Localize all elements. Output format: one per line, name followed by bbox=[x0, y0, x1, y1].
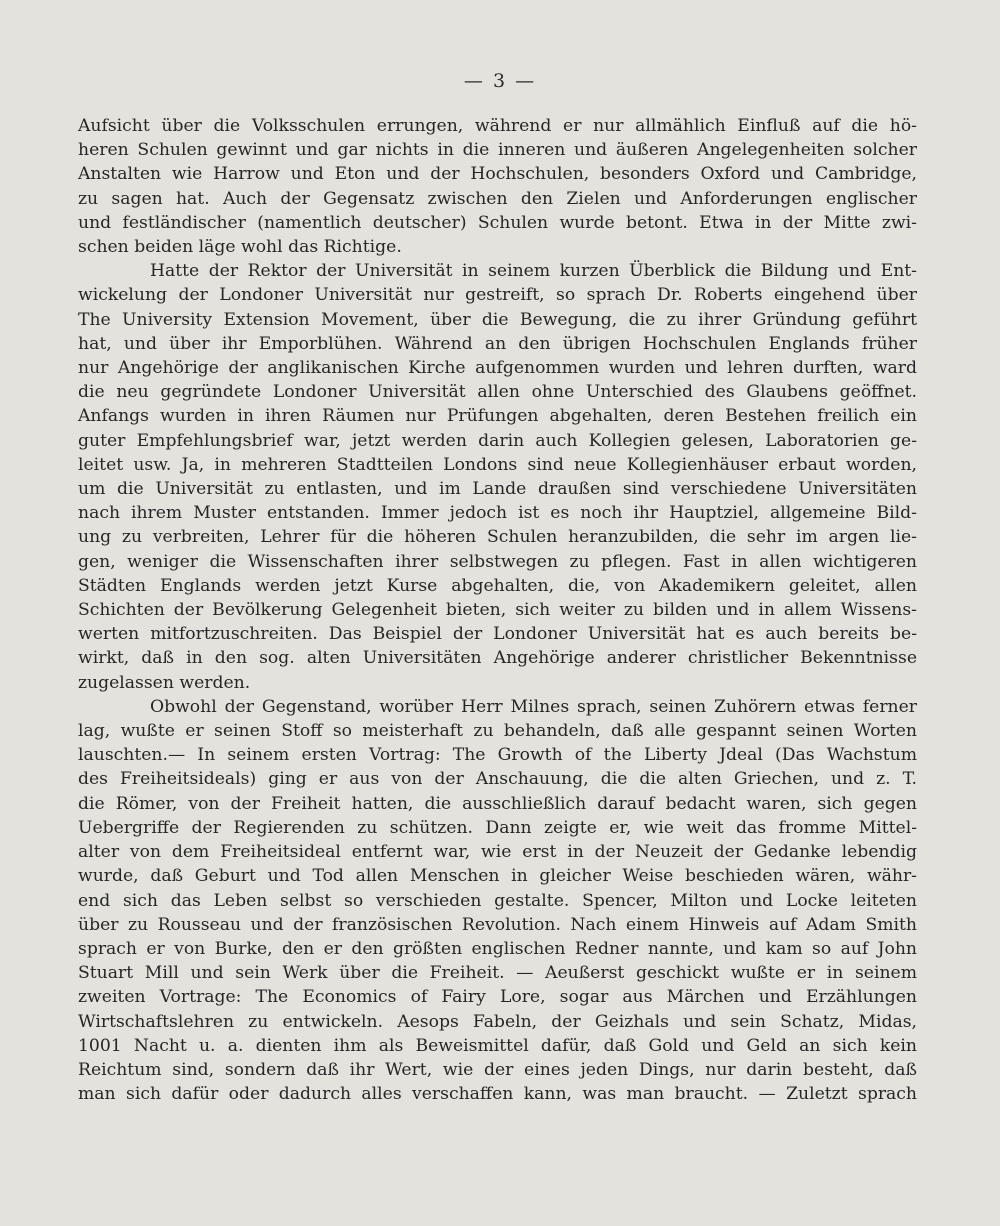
text-line: zweiten Vortrage: The Economics of Fairy Lore, sogar aus Märchen und Erzählungen bbox=[78, 987, 917, 1008]
text-line: Stuart Mill und sein Werk über die Freiheit. — Aeußerst geschickt wußte er in seinem bbox=[78, 963, 917, 984]
paragraph-2 bbox=[78, 259, 917, 695]
text-line: leitet usw. Ja, in mehreren Stadtteilen Londons sind neue Kollegienhäuser erbaut worden, bbox=[78, 454, 917, 475]
text-line: alter von dem Freiheitsideal entfernt war, wie erst in der Neuzeit der Gedanke lebendig bbox=[78, 842, 917, 863]
text-line: Anfangs wurden in ihren Räumen nur Prüfungen abgehalten, deren Bestehen freilich ein bbox=[78, 406, 917, 427]
text-line: wirkt, daß in den sog. alten Universitäten Angehörige anderer christlicher Bekenntnisse bbox=[78, 648, 917, 669]
text-line: The University Extension Movement, über die Bewegung, die zu ihrer Gründung geführt bbox=[78, 309, 917, 330]
text-line: guter Empfehlungsbrief war, jetzt werden darin auch Kollegien gelesen, Laboratorien ge- bbox=[78, 430, 917, 451]
text-line: Reichtum sind, sondern daß ihr Wert, wie der eines jeden Dings, nur darin besteht, daß bbox=[78, 1059, 917, 1080]
text-line: lauschten.— In seinem ersten Vortrag: The Growth of the Liberty Jdeal (Das Wachstum bbox=[78, 745, 917, 766]
text-line: Anstalten wie Harrow und Eton und der Hochschulen, besonders Oxford und Cambridge, bbox=[78, 164, 917, 185]
text-line: sprach er von Burke, den er den größten englischen Redner nannte, und kam so auf John bbox=[78, 938, 917, 959]
text-line: und festländischer (namentlich deutscher) Schulen wurde betont. Etwa in der Mitte zwi- bbox=[78, 212, 917, 233]
text-line: zu sagen hat. Auch der Gegensatz zwischen den Zielen und Anforderungen englischer bbox=[78, 188, 917, 209]
text-line: hat, und über ihr Emporblühen. Während an den übrigen Hochschulen Englands früher bbox=[78, 333, 917, 354]
text-line: end sich das Leben selbst so verschieden gestalte. Spencer, Milton und Locke leiteten bbox=[78, 890, 917, 911]
text-line: lag, wußte er seinen Stoff so meisterhaft zu behandeln, daß alle gespannt seinen Worten bbox=[78, 721, 917, 742]
paragraph-3 bbox=[78, 695, 917, 1106]
text-line: Obwohl der Gegenstand, worüber Herr Milnes sprach, seinen Zuhörern etwas ferner bbox=[150, 696, 917, 717]
body-text bbox=[78, 114, 917, 1106]
text-line: gen, weniger die Wissenschaften ihrer selbstwegen zu pflegen. Fast in allen wichtigeren bbox=[78, 551, 917, 572]
text-line: Wirtschaftslehren zu entwickeln. Aesops Fabeln, der Geizhals und sein Schatz, Midas, bbox=[78, 1011, 917, 1032]
text-line: nur Angehörige der anglikanischen Kirche aufgenommen wurden und lehren durften, ward bbox=[78, 358, 917, 379]
text-line: wickelung der Londoner Universität nur gestreift, so sprach Dr. Roberts eingehend über bbox=[78, 285, 917, 306]
text-line: des Freiheitsideals) ging er aus von der Anschauung, die die alten Griechen, und z. T. bbox=[78, 769, 917, 790]
text-line: zugelassen werden. bbox=[78, 672, 251, 693]
text-line: schen beiden läge wohl das Richtige. bbox=[78, 237, 402, 258]
text-line: nach ihrem Muster entstanden. Immer jedoch ist es noch ihr Hauptziel, allgemeine Bild- bbox=[78, 503, 917, 524]
text-line: ung zu verbreiten, Lehrer für die höheren Schulen heranzubilden, die sehr im argen lie- bbox=[78, 527, 917, 548]
text-line: Schichten der Bevölkerung Gelegenheit bieten, sich weiter zu bilden und in allem Wissens- bbox=[78, 600, 917, 621]
text-line: die neu gegründete Londoner Universität allen ohne Unterschied des Glaubens geöffnet. bbox=[78, 382, 917, 403]
text-line: wurde, daß Geburt und Tod allen Menschen in gleicher Weise beschieden wären, währ- bbox=[78, 866, 917, 887]
text-line: über zu Rousseau und der französischen Revolution. Nach einem Hinweis auf Adam Smith bbox=[78, 914, 917, 935]
page-number: — 3 — bbox=[463, 70, 537, 92]
text-line: Uebergriffe der Regierenden zu schützen. Dann zeigte er, wie weit das fromme Mittel- bbox=[78, 817, 917, 838]
text-line: um die Universität zu entlasten, und im Lande draußen sind verschiedene Universitäten bbox=[78, 479, 917, 500]
text-line: man sich dafür oder dadurch alles verschaffen kann, was man braucht. — Zuletzt sprach bbox=[78, 1084, 917, 1105]
text-line: heren Schulen gewinnt und gar nichts in die inneren und äußeren Angelegenheiten solcher bbox=[78, 140, 917, 161]
text-line: Hatte der Rektor der Universität in seinem kurzen Überblick die Bildung und Ent- bbox=[150, 261, 917, 282]
text-line: die Römer, von der Freiheit hatten, die ausschließlich darauf bedacht waren, sich gegen bbox=[78, 793, 917, 814]
paragraph-1 bbox=[78, 114, 917, 259]
text-line: 1001 Nacht u. a. dienten ihm als Beweismittel dafür, daß Gold und Geld an sich kein bbox=[78, 1035, 917, 1056]
text-line: Städten Englands werden jetzt Kurse abgehalten, die, von Akademikern geleitet, allen bbox=[78, 575, 917, 596]
text-line: Aufsicht über die Volksschulen errungen, während er nur allmählich Einfluß auf die hö- bbox=[78, 116, 917, 136]
text-line: werten mitfortzuschreiten. Das Beispiel der Londoner Universität hat es auch bereits be- bbox=[78, 624, 917, 645]
